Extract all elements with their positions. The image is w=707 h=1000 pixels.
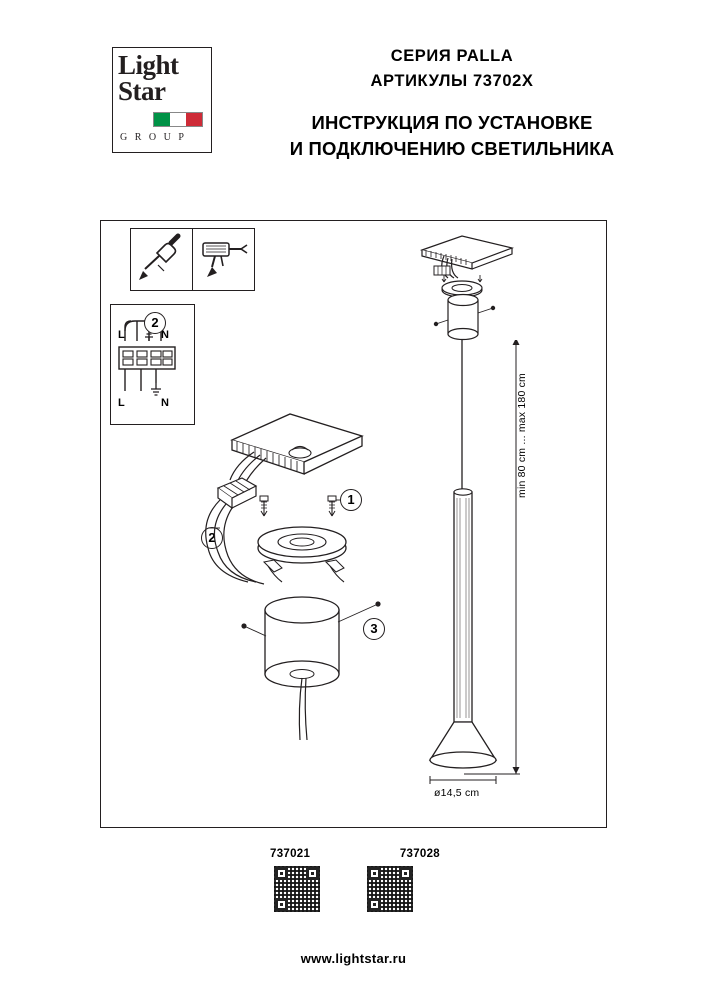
callout-number-1: 1 [340, 489, 362, 511]
terminal-label-L-top: L [118, 329, 125, 341]
screwdriver-tool-icon-box [130, 228, 193, 291]
exploded-mounting-illustration [180, 400, 420, 760]
terminal-label-N-top: N [161, 329, 169, 341]
qr-finder-top-left [368, 867, 381, 880]
flag-stripe-red [186, 113, 202, 126]
cable-stripper-tool-icon-box [192, 228, 255, 291]
qr-finder-top-right [306, 867, 319, 880]
qr-finder-top-left [275, 867, 288, 880]
instruction-title-line-2: И ПОДКЛЮЧЕНИЮ СВЕТИЛЬНИКА [289, 138, 615, 159]
qr-code-737028 [367, 866, 413, 912]
italian-flag-icon [153, 112, 203, 127]
screw-icon-left [260, 496, 268, 516]
flag-stripe-white [170, 113, 186, 126]
flag-stripe-green [154, 113, 170, 126]
logo-subtitle: G R O U P [120, 132, 187, 143]
callout-number-2-wiring: 2 [144, 312, 166, 334]
dowel-icon-left [264, 560, 282, 582]
height-dimension-label: min 80 cm ... max 180 cm [516, 372, 528, 498]
header-text-block [262, 44, 642, 161]
logo-wordmark [118, 52, 179, 104]
product-code-2: 737028 [399, 848, 440, 860]
instruction-title-line-1: ИНСТРУКЦИЯ ПО УСТАНОВКЕ [311, 112, 593, 133]
qr-finder-bottom-left [275, 898, 288, 911]
callout-number-3: 3 [363, 618, 385, 640]
terminal-label-N-bottom: N [161, 397, 169, 409]
dowel-icon-right [326, 560, 344, 582]
article-number: АРТИКУЛЫ 73702X [370, 72, 534, 90]
diameter-dimension-label: ø14,5 cm [434, 787, 480, 799]
qr-finder-top-right [399, 867, 412, 880]
qr-finder-bottom-left [368, 898, 381, 911]
screw-icon-right [328, 496, 336, 516]
callout-number-2: 2 [201, 527, 223, 549]
brand-logo [112, 47, 212, 153]
product-codes [270, 848, 440, 860]
logo-line-1: Light [118, 50, 179, 80]
screwdriver-icon [131, 229, 192, 290]
product-code-1: 737021 [270, 848, 311, 860]
series-name: СЕРИЯ PALLA [390, 47, 514, 65]
document-header [0, 0, 707, 200]
wire-stripper-icon [193, 229, 254, 290]
qr-code-737021 [274, 866, 320, 912]
terminal-label-L-bottom: L [118, 397, 125, 409]
website-url[interactable]: www.lightstar.ru [300, 951, 407, 966]
logo-line-2: Star [118, 76, 166, 106]
